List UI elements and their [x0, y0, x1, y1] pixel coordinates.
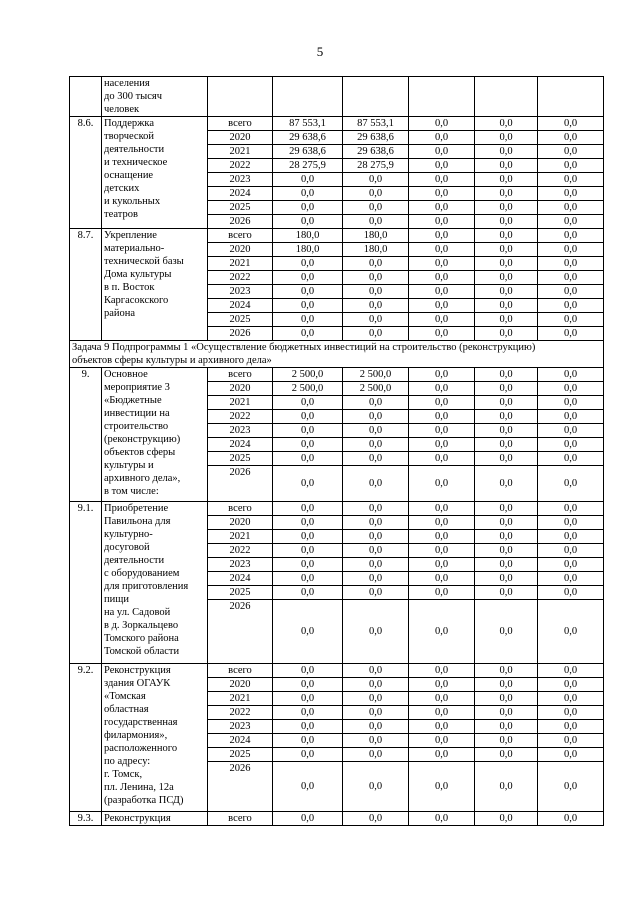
- value-cell: 0,0: [538, 544, 604, 558]
- value-cell: 0,0: [475, 396, 538, 410]
- item-name: Реконструкция здания ОГАУК «Томская областная государственная филармония», расположенного по адресу: г. Томск, пл. Ленина, 12а (разработка ПСД): [102, 664, 208, 812]
- period-cell: 2026: [208, 466, 273, 502]
- value-cell: 0,0: [273, 257, 343, 271]
- table-row: [70, 117, 604, 131]
- value-cell: 0,0: [538, 145, 604, 159]
- value-cell: 29 638,6: [273, 145, 343, 159]
- value-cell: 0,0: [273, 201, 343, 215]
- value-cell: 0,0: [343, 762, 409, 812]
- value-cell: 0,0: [538, 410, 604, 424]
- value-cell: 29 638,6: [343, 145, 409, 159]
- period-cell: всего: [208, 229, 273, 243]
- value-cell: 0,0: [343, 706, 409, 720]
- value-cell: 0,0: [273, 720, 343, 734]
- item-number: 9.3.: [70, 812, 102, 826]
- value-cell: 0,0: [273, 692, 343, 706]
- value-cell: 0,0: [343, 187, 409, 201]
- value-cell: 0,0: [475, 572, 538, 586]
- value-cell: 0,0: [475, 516, 538, 530]
- table-row: [70, 229, 604, 243]
- value-cell: 0,0: [538, 600, 604, 664]
- value-cell: 2 500,0: [343, 382, 409, 396]
- value-cell: 0,0: [409, 600, 475, 664]
- value-cell: 0,0: [343, 530, 409, 544]
- period-cell: 2024: [208, 572, 273, 586]
- value-cell: 0,0: [273, 762, 343, 812]
- value-cell: 0,0: [409, 516, 475, 530]
- budget-table: [69, 76, 604, 826]
- value-cell: 0,0: [475, 410, 538, 424]
- value-cell: 0,0: [538, 466, 604, 502]
- value-cell: 0,0: [475, 201, 538, 215]
- period-cell: всего: [208, 117, 273, 131]
- period-cell: 2023: [208, 285, 273, 299]
- value-cell: 0,0: [475, 558, 538, 572]
- value-cell: 0,0: [538, 396, 604, 410]
- value-cell: 0,0: [273, 452, 343, 466]
- period-cell: всего: [208, 502, 273, 516]
- value-cell: 0,0: [538, 812, 604, 826]
- item-name: Реконструкция: [102, 812, 208, 826]
- value-cell: 0,0: [343, 720, 409, 734]
- value-cell: 0,0: [343, 748, 409, 762]
- value-cell: 0,0: [475, 706, 538, 720]
- value-cell: 0,0: [475, 117, 538, 131]
- value-cell: 0,0: [273, 530, 343, 544]
- table-row: [70, 77, 604, 117]
- value-cell: 0,0: [409, 706, 475, 720]
- period-cell: 2023: [208, 720, 273, 734]
- value-cell: 0,0: [409, 748, 475, 762]
- value-cell: 0,0: [343, 466, 409, 502]
- value-cell: 0,0: [343, 285, 409, 299]
- value-cell: 0,0: [273, 410, 343, 424]
- value-cell: 0,0: [273, 271, 343, 285]
- table-row: [70, 368, 604, 382]
- value-cell: 0,0: [273, 664, 343, 678]
- value-cell: 0,0: [343, 173, 409, 187]
- value-cell: 0,0: [409, 257, 475, 271]
- value-cell: 0,0: [475, 720, 538, 734]
- value-cell: 0,0: [409, 812, 475, 826]
- value-cell: 0,0: [409, 187, 475, 201]
- value-cell: 0,0: [273, 572, 343, 586]
- value-cell: 0,0: [343, 299, 409, 313]
- value-cell: [409, 77, 475, 117]
- value-cell: 0,0: [538, 452, 604, 466]
- value-cell: 0,0: [409, 692, 475, 706]
- value-cell: 0,0: [343, 396, 409, 410]
- value-cell: 0,0: [475, 424, 538, 438]
- value-cell: 0,0: [273, 502, 343, 516]
- item-name: Основное мероприятие 3 «Бюджетные инвестиции на строительство (реконструкцию) объектов сферы культуры и архивного дела», в том числе:: [102, 368, 208, 502]
- value-cell: 0,0: [538, 243, 604, 257]
- value-cell: 0,0: [409, 664, 475, 678]
- table-row: [70, 502, 604, 516]
- value-cell: 0,0: [273, 396, 343, 410]
- period-cell: 2021: [208, 396, 273, 410]
- value-cell: 0,0: [475, 382, 538, 396]
- value-cell: 0,0: [343, 558, 409, 572]
- value-cell: 0,0: [475, 159, 538, 173]
- value-cell: 0,0: [343, 410, 409, 424]
- item-number: 9.2.: [70, 664, 102, 812]
- value-cell: 0,0: [273, 734, 343, 748]
- value-cell: 0,0: [343, 678, 409, 692]
- value-cell: 0,0: [409, 502, 475, 516]
- value-cell: 0,0: [409, 173, 475, 187]
- period-cell: 2021: [208, 692, 273, 706]
- value-cell: 0,0: [475, 586, 538, 600]
- value-cell: 0,0: [538, 530, 604, 544]
- value-cell: 0,0: [409, 117, 475, 131]
- value-cell: 0,0: [538, 516, 604, 530]
- value-cell: 0,0: [538, 572, 604, 586]
- value-cell: 0,0: [538, 117, 604, 131]
- value-cell: 0,0: [273, 544, 343, 558]
- period-cell: 2020: [208, 678, 273, 692]
- period-cell: 2021: [208, 530, 273, 544]
- value-cell: 0,0: [475, 173, 538, 187]
- value-cell: 0,0: [343, 502, 409, 516]
- value-cell: 0,0: [538, 438, 604, 452]
- value-cell: 0,0: [475, 327, 538, 341]
- period-cell: всего: [208, 812, 273, 826]
- period-cell: 2025: [208, 586, 273, 600]
- value-cell: 180,0: [273, 243, 343, 257]
- value-cell: [475, 77, 538, 117]
- period-cell: 2024: [208, 299, 273, 313]
- item-name: Поддержка творческой деятельности и техническое оснащение детских и кукольных театров: [102, 117, 208, 229]
- value-cell: 0,0: [273, 516, 343, 530]
- value-cell: 0,0: [475, 544, 538, 558]
- value-cell: 0,0: [475, 285, 538, 299]
- value-cell: 0,0: [475, 452, 538, 466]
- value-cell: 0,0: [273, 812, 343, 826]
- page-number: 5: [316, 44, 324, 59]
- value-cell: 0,0: [273, 748, 343, 762]
- value-cell: 0,0: [343, 271, 409, 285]
- value-cell: 0,0: [409, 466, 475, 502]
- table-row: [70, 812, 604, 826]
- value-cell: 0,0: [475, 530, 538, 544]
- value-cell: 0,0: [273, 706, 343, 720]
- value-cell: 0,0: [409, 678, 475, 692]
- period-cell: 2022: [208, 544, 273, 558]
- value-cell: 0,0: [273, 313, 343, 327]
- value-cell: 0,0: [409, 544, 475, 558]
- value-cell: 87 553,1: [343, 117, 409, 131]
- value-cell: 0,0: [409, 558, 475, 572]
- value-cell: 2 500,0: [273, 382, 343, 396]
- value-cell: 29 638,6: [273, 131, 343, 145]
- value-cell: 180,0: [343, 229, 409, 243]
- period-cell: всего: [208, 664, 273, 678]
- value-cell: [208, 77, 273, 117]
- value-cell: 0,0: [538, 586, 604, 600]
- value-cell: 0,0: [538, 313, 604, 327]
- value-cell: 0,0: [343, 664, 409, 678]
- value-cell: 0,0: [475, 502, 538, 516]
- value-cell: 0,0: [343, 201, 409, 215]
- item-name: населения до 300 тысяч человек: [102, 77, 208, 117]
- value-cell: 0,0: [475, 271, 538, 285]
- value-cell: 0,0: [343, 438, 409, 452]
- period-cell: 2026: [208, 327, 273, 341]
- value-cell: 0,0: [409, 368, 475, 382]
- value-cell: 0,0: [409, 720, 475, 734]
- period-cell: 2026: [208, 762, 273, 812]
- value-cell: 0,0: [273, 600, 343, 664]
- value-cell: 0,0: [409, 410, 475, 424]
- value-cell: 0,0: [343, 544, 409, 558]
- value-cell: 0,0: [538, 762, 604, 812]
- value-cell: 0,0: [538, 368, 604, 382]
- value-cell: 0,0: [409, 734, 475, 748]
- value-cell: 0,0: [273, 424, 343, 438]
- value-cell: 2 500,0: [273, 368, 343, 382]
- value-cell: 0,0: [475, 762, 538, 812]
- value-cell: 0,0: [538, 748, 604, 762]
- value-cell: 0,0: [538, 201, 604, 215]
- value-cell: [343, 77, 409, 117]
- item-number: 8.6.: [70, 117, 102, 229]
- period-cell: 2022: [208, 271, 273, 285]
- value-cell: 0,0: [538, 285, 604, 299]
- task-heading-line: объектов сферы культуры и архивного дела»: [72, 355, 272, 366]
- value-cell: 0,0: [343, 572, 409, 586]
- period-cell: 2020: [208, 243, 273, 257]
- value-cell: 0,0: [475, 313, 538, 327]
- value-cell: 0,0: [343, 516, 409, 530]
- item-name: Приобретение Павильона для культурно- досуговой деятельности с оборудованием для приготовления пищи на ул. Садовой в д. Зоркальцево Томского района Томской области: [102, 502, 208, 664]
- value-cell: 0,0: [475, 257, 538, 271]
- value-cell: 0,0: [273, 285, 343, 299]
- period-cell: 2025: [208, 452, 273, 466]
- value-cell: 0,0: [273, 586, 343, 600]
- value-cell: 180,0: [343, 243, 409, 257]
- period-cell: 2023: [208, 424, 273, 438]
- value-cell: 0,0: [475, 692, 538, 706]
- value-cell: 0,0: [409, 145, 475, 159]
- value-cell: 0,0: [409, 327, 475, 341]
- value-cell: 28 275,9: [343, 159, 409, 173]
- period-cell: 2020: [208, 382, 273, 396]
- period-cell: 2023: [208, 173, 273, 187]
- period-cell: всего: [208, 368, 273, 382]
- value-cell: 0,0: [409, 243, 475, 257]
- period-cell: 2024: [208, 438, 273, 452]
- value-cell: 0,0: [538, 734, 604, 748]
- value-cell: 0,0: [409, 313, 475, 327]
- value-cell: 0,0: [538, 558, 604, 572]
- period-cell: 2025: [208, 201, 273, 215]
- value-cell: 0,0: [409, 201, 475, 215]
- value-cell: 0,0: [538, 257, 604, 271]
- value-cell: 0,0: [538, 706, 604, 720]
- value-cell: 0,0: [273, 299, 343, 313]
- value-cell: 0,0: [409, 215, 475, 229]
- value-cell: 0,0: [273, 327, 343, 341]
- value-cell: 0,0: [538, 692, 604, 706]
- value-cell: 0,0: [538, 131, 604, 145]
- period-cell: 2025: [208, 748, 273, 762]
- value-cell: 0,0: [538, 382, 604, 396]
- value-cell: 0,0: [538, 187, 604, 201]
- value-cell: 0,0: [409, 438, 475, 452]
- value-cell: 0,0: [273, 438, 343, 452]
- value-cell: 0,0: [538, 502, 604, 516]
- value-cell: 0,0: [538, 229, 604, 243]
- value-cell: 87 553,1: [273, 117, 343, 131]
- value-cell: 0,0: [538, 424, 604, 438]
- value-cell: 0,0: [475, 187, 538, 201]
- value-cell: 0,0: [475, 243, 538, 257]
- value-cell: 0,0: [475, 466, 538, 502]
- value-cell: 0,0: [409, 530, 475, 544]
- value-cell: 0,0: [409, 382, 475, 396]
- value-cell: 0,0: [538, 173, 604, 187]
- value-cell: 0,0: [475, 600, 538, 664]
- value-cell: 0,0: [273, 215, 343, 229]
- value-cell: 0,0: [409, 762, 475, 812]
- value-cell: 0,0: [409, 131, 475, 145]
- value-cell: 0,0: [475, 229, 538, 243]
- value-cell: 0,0: [343, 812, 409, 826]
- value-cell: [538, 77, 604, 117]
- value-cell: 0,0: [343, 586, 409, 600]
- value-cell: 0,0: [343, 692, 409, 706]
- period-cell: 2025: [208, 313, 273, 327]
- value-cell: 0,0: [475, 438, 538, 452]
- task-heading: [70, 341, 604, 368]
- value-cell: 0,0: [475, 145, 538, 159]
- value-cell: 0,0: [343, 257, 409, 271]
- period-cell: 2023: [208, 558, 273, 572]
- value-cell: [273, 77, 343, 117]
- item-number: 9.1.: [70, 502, 102, 664]
- table-row: [70, 664, 604, 678]
- value-cell: 28 275,9: [273, 159, 343, 173]
- value-cell: 0,0: [538, 664, 604, 678]
- value-cell: 0,0: [475, 734, 538, 748]
- task-heading-line: Задача 9 Подпрограммы 1 «Осуществление бюджетных инвестиций на строительство (реконструкцию): [72, 342, 536, 353]
- period-cell: 2020: [208, 516, 273, 530]
- task-row: [70, 341, 604, 368]
- value-cell: 0,0: [343, 313, 409, 327]
- value-cell: 0,0: [538, 299, 604, 313]
- value-cell: 2 500,0: [343, 368, 409, 382]
- value-cell: 0,0: [273, 558, 343, 572]
- value-cell: 0,0: [538, 327, 604, 341]
- value-cell: 0,0: [409, 229, 475, 243]
- value-cell: 180,0: [273, 229, 343, 243]
- value-cell: 0,0: [409, 424, 475, 438]
- value-cell: 0,0: [475, 131, 538, 145]
- value-cell: 0,0: [409, 396, 475, 410]
- value-cell: 0,0: [343, 600, 409, 664]
- value-cell: 0,0: [475, 215, 538, 229]
- value-cell: 0,0: [409, 586, 475, 600]
- period-cell: 2024: [208, 187, 273, 201]
- value-cell: 0,0: [538, 678, 604, 692]
- value-cell: 0,0: [343, 452, 409, 466]
- value-cell: 0,0: [475, 812, 538, 826]
- value-cell: 0,0: [475, 299, 538, 313]
- value-cell: 0,0: [343, 734, 409, 748]
- item-number: [70, 77, 102, 117]
- value-cell: 29 638,6: [343, 131, 409, 145]
- item-name: Укрепление материально- технической базы Дома культуры в п. Восток Каргасокского района: [102, 229, 208, 341]
- value-cell: 0,0: [475, 748, 538, 762]
- period-cell: 2022: [208, 159, 273, 173]
- value-cell: 0,0: [343, 215, 409, 229]
- value-cell: 0,0: [475, 368, 538, 382]
- value-cell: 0,0: [343, 424, 409, 438]
- value-cell: 0,0: [409, 572, 475, 586]
- value-cell: 0,0: [343, 327, 409, 341]
- period-cell: 2026: [208, 215, 273, 229]
- item-number: 8.7.: [70, 229, 102, 341]
- value-cell: 0,0: [538, 720, 604, 734]
- period-cell: 2022: [208, 706, 273, 720]
- value-cell: 0,0: [538, 271, 604, 285]
- period-cell: 2020: [208, 131, 273, 145]
- value-cell: 0,0: [273, 678, 343, 692]
- period-cell: 2022: [208, 410, 273, 424]
- period-cell: 2024: [208, 734, 273, 748]
- value-cell: 0,0: [538, 215, 604, 229]
- value-cell: 0,0: [409, 271, 475, 285]
- period-cell: 2021: [208, 257, 273, 271]
- value-cell: 0,0: [538, 159, 604, 173]
- value-cell: 0,0: [475, 664, 538, 678]
- value-cell: 0,0: [273, 466, 343, 502]
- value-cell: 0,0: [409, 299, 475, 313]
- value-cell: 0,0: [409, 452, 475, 466]
- period-cell: 2026: [208, 600, 273, 664]
- item-number: 9.: [70, 368, 102, 502]
- value-cell: 0,0: [409, 159, 475, 173]
- period-cell: 2021: [208, 145, 273, 159]
- value-cell: 0,0: [475, 678, 538, 692]
- value-cell: 0,0: [273, 173, 343, 187]
- value-cell: 0,0: [409, 285, 475, 299]
- value-cell: 0,0: [273, 187, 343, 201]
